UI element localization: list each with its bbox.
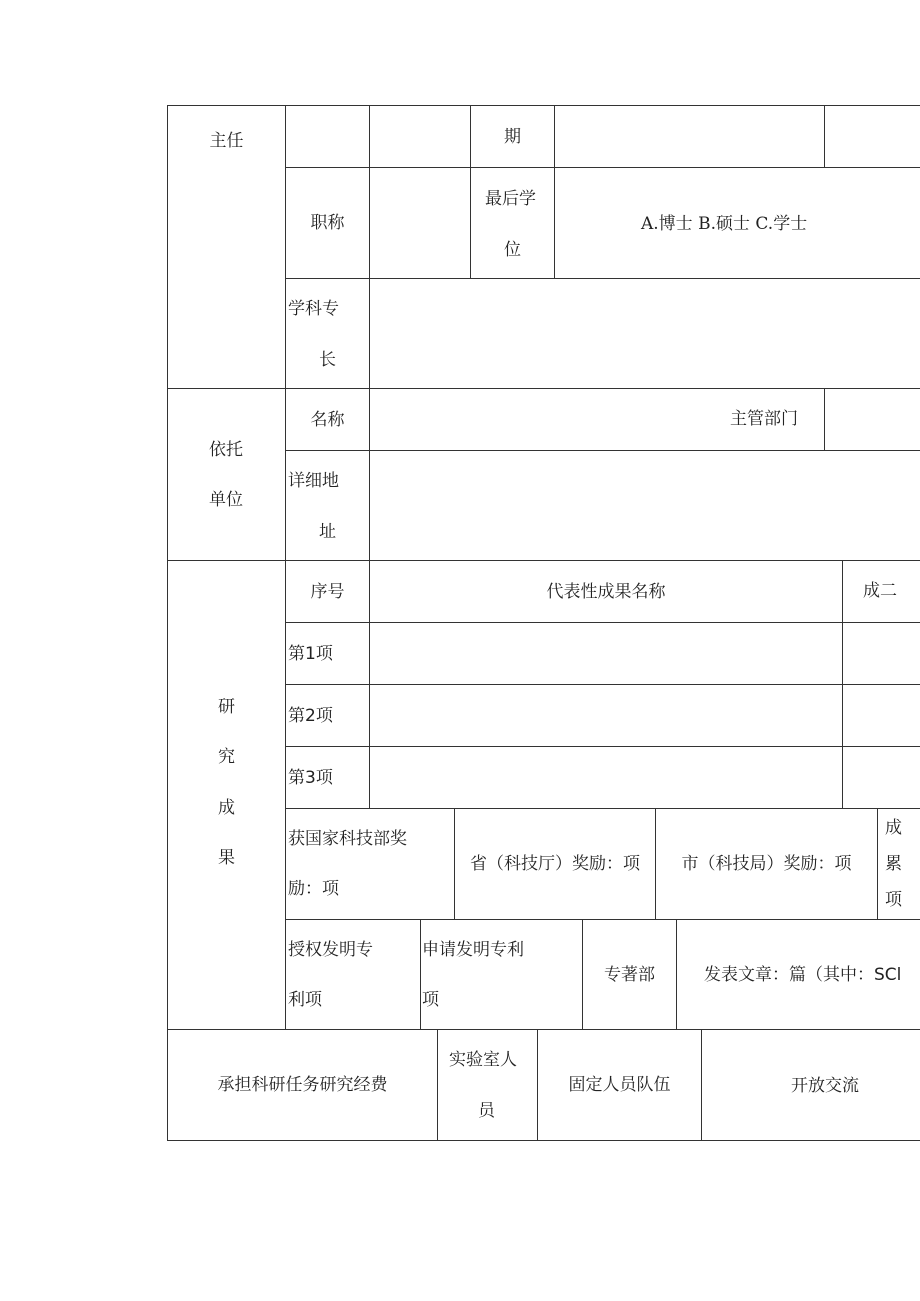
- national-award-line1: 获国家科技部奖: [288, 829, 407, 849]
- provincial-award: 省（科技厅）奖励：项: [470, 854, 640, 874]
- dept-value-cell[interactable]: [824, 388, 920, 451]
- seq-header-cell: [285, 560, 370, 623]
- patent-applied-line1: 申请发明专利: [422, 940, 524, 960]
- director-extra-cell[interactable]: [824, 105, 920, 168]
- director-label-cell: [167, 105, 286, 389]
- dept-label: 主管部门: [730, 409, 798, 429]
- specialty-label-cell: [285, 278, 370, 389]
- director-name-cell[interactable]: [285, 105, 370, 168]
- right-header-cell: [842, 560, 920, 623]
- degree-label-cell: [470, 167, 555, 279]
- monograph-cell[interactable]: [582, 919, 677, 1030]
- specialty-value-cell[interactable]: [369, 278, 920, 389]
- lab-staff-line2: 员: [478, 1101, 495, 1121]
- period-value-cell[interactable]: [554, 105, 825, 168]
- period-label-cell: [470, 105, 555, 168]
- item2-label: 第2项: [288, 706, 333, 726]
- fixed-staff: 固定人员队伍: [568, 1075, 671, 1095]
- host-unit-label-cell: [167, 388, 286, 561]
- national-award-cell[interactable]: [285, 808, 455, 920]
- funding: 承担科研任务研究经费: [217, 1075, 388, 1095]
- seq-header: 序号: [310, 581, 345, 602]
- name-header: 代表性成果名称: [546, 581, 666, 602]
- specialty-label-line2: 长: [319, 350, 336, 370]
- host-unit-label-line1: 依托: [209, 440, 243, 460]
- degree-label-line2: 位: [504, 240, 521, 260]
- period-label: 期: [504, 126, 521, 147]
- national-award-line2: 励：项: [288, 879, 339, 899]
- cumulative-cell[interactable]: [877, 808, 920, 920]
- unit-name-label-cell: [285, 388, 370, 451]
- patent-applied-line2: 项: [422, 990, 439, 1010]
- right-header: 成二: [863, 581, 897, 601]
- director-label: 主任: [209, 131, 244, 151]
- item1-label-cell: [285, 622, 370, 685]
- results-label-char3: 成: [218, 798, 235, 818]
- articles: 发表文章：篇（其中：SCl: [704, 965, 902, 985]
- degree-options: A.博士 B.硕士 C.学士: [641, 214, 808, 234]
- results-label-char2: 究: [218, 747, 235, 767]
- patent-granted-cell[interactable]: [285, 919, 421, 1030]
- patent-granted-line1: 授权发明专: [288, 940, 373, 960]
- patent-applied-cell[interactable]: [420, 919, 583, 1030]
- item3-extra-cell[interactable]: [842, 746, 920, 809]
- provincial-award-cell[interactable]: [454, 808, 656, 920]
- address-value-cell[interactable]: [369, 450, 920, 561]
- city-award: 市（科技局）奖励：项: [681, 854, 852, 874]
- monograph: 专著部: [604, 964, 655, 985]
- item1-name-cell[interactable]: [369, 622, 843, 685]
- title-value-cell[interactable]: [369, 167, 471, 279]
- address-label-cell: [285, 450, 370, 561]
- title-label-cell: [285, 167, 370, 279]
- cumulative-char3: 项: [885, 890, 902, 910]
- lab-staff-cell[interactable]: [437, 1029, 538, 1141]
- title-label: 职称: [310, 213, 345, 233]
- address-label-line1: 详细地: [288, 471, 339, 491]
- degree-options-cell[interactable]: [554, 167, 920, 279]
- item3-name-cell[interactable]: [369, 746, 843, 809]
- director-gender-cell[interactable]: [369, 105, 471, 168]
- specialty-label-line1: 学科专: [288, 299, 339, 319]
- lab-staff-line1: 实验室人: [449, 1050, 517, 1070]
- item2-extra-cell[interactable]: [842, 684, 920, 747]
- results-label-char4: 果: [218, 848, 235, 868]
- unit-name-label: 名称: [310, 409, 345, 430]
- item3-label: 第3项: [288, 768, 333, 788]
- open-exchange: 开放交流: [791, 1076, 859, 1096]
- item2-label-cell: [285, 684, 370, 747]
- articles-cell[interactable]: [676, 919, 920, 1030]
- patent-granted-line2: 利项: [288, 990, 322, 1010]
- unit-name-value-cell[interactable]: [369, 388, 825, 451]
- degree-label-line1: 最后学: [485, 189, 536, 209]
- item1-extra-cell[interactable]: [842, 622, 920, 685]
- funding-cell[interactable]: [167, 1029, 438, 1141]
- city-award-cell[interactable]: [655, 808, 878, 920]
- host-unit-label-line2: 单位: [209, 490, 243, 510]
- item3-label-cell: [285, 746, 370, 809]
- item2-name-cell[interactable]: [369, 684, 843, 747]
- cumulative-char2: 累: [885, 854, 902, 874]
- fixed-staff-cell[interactable]: [537, 1029, 702, 1141]
- item1-label: 第1项: [288, 644, 333, 664]
- cumulative-char1: 成: [885, 818, 902, 838]
- open-exchange-cell[interactable]: [701, 1029, 920, 1141]
- name-header-cell: [369, 560, 843, 623]
- results-label-char1: 研: [218, 697, 235, 717]
- results-label-cell: [167, 560, 286, 1030]
- address-label-line2: 址: [319, 522, 336, 542]
